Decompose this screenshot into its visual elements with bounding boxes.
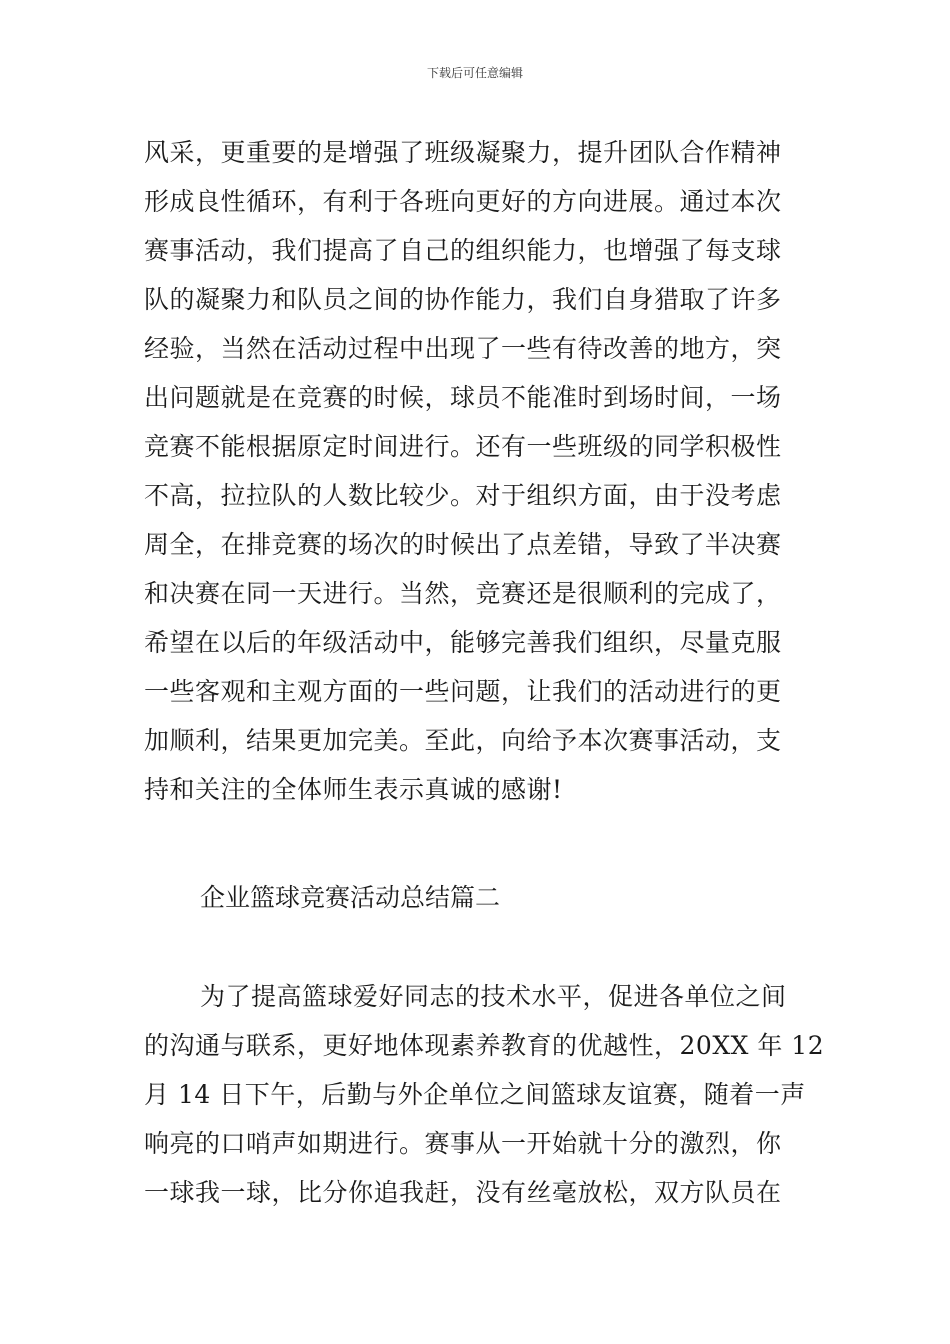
paragraph-line: 形成良性循环，有利于各班向更好的方向进展。通过本次 bbox=[144, 187, 782, 216]
paragraph-line: 希望在以后的年级活动中，能够完善我们组织，尽量克服 bbox=[144, 628, 782, 657]
page-header-note: 下载后可任意编辑 bbox=[426, 66, 523, 80]
paragraph-line: 经验，当然在活动过程中出现了一些有待改善的地方，突 bbox=[144, 334, 782, 363]
paragraph-line: 加顺利，结果更加完美。至此，向给予本次赛事活动，支 bbox=[144, 726, 782, 755]
paragraph-line: 风采，更重要的是增强了班级凝聚力，提升团队合作精神 bbox=[144, 138, 782, 167]
paragraph-line: 月 14 日下午，后勤与外企单位之间篮球友谊赛，随着一声 bbox=[144, 1080, 806, 1109]
body-text-section-2 bbox=[144, 972, 825, 1217]
paragraph-line: 周全，在排竞赛的场次的时候出了点差错，导致了半决赛 bbox=[144, 530, 782, 559]
paragraph-line: 一球我一球，比分你追我赶，没有丝毫放松，双方队员在 bbox=[144, 1178, 782, 1207]
paragraph-line: 和决赛在同一天进行。当然，竞赛还是很顺利的完成了， bbox=[144, 579, 782, 608]
section-title: 企业篮球竞赛活动总结篇二 bbox=[200, 883, 501, 912]
paragraph-line: 响亮的口哨声如期进行。赛事从一开始就十分的激烈，你 bbox=[144, 1129, 782, 1158]
paragraph-line: 不高，拉拉队的人数比较少。对于组织方面，由于没考虑 bbox=[144, 481, 782, 510]
paragraph-line: 赛事活动，我们提高了自己的组织能力，也增强了每支球 bbox=[144, 236, 782, 265]
paragraph-line: 一些客观和主观方面的一些问题，让我们的活动进行的更 bbox=[144, 677, 782, 706]
paragraph-line: 竞赛不能根据原定时间进行。还有一些班级的同学积极性 bbox=[144, 432, 782, 461]
paragraph-line: 持和关注的全体师生表示真诚的感谢! bbox=[144, 775, 563, 804]
body-text-section-1 bbox=[144, 128, 816, 814]
paragraph-line: 的沟通与联系，更好地体现素养教育的优越性，20XX 年 12 bbox=[144, 1031, 825, 1060]
paragraph-line: 为了提高篮球爱好同志的技术水平，促进各单位之间 bbox=[200, 982, 787, 1011]
paragraph-line: 出问题就是在竞赛的时候，球员不能准时到场时间，一场 bbox=[144, 383, 782, 412]
paragraph-line: 队的凝聚力和队员之间的协作能力，我们自身猎取了许多 bbox=[144, 285, 782, 314]
